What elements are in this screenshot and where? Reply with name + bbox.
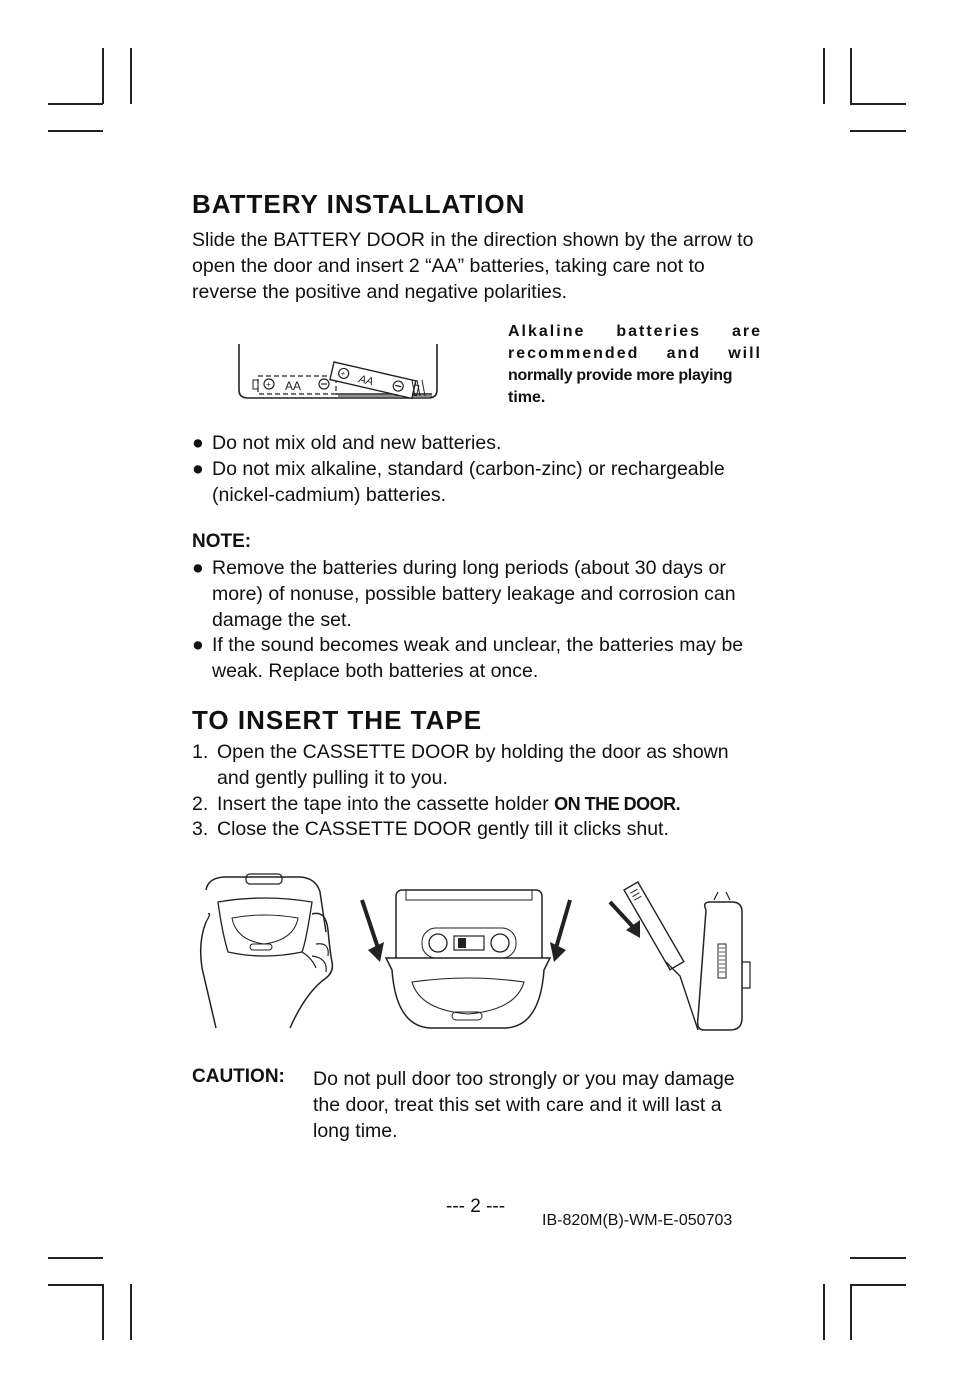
battery-installation-heading: BATTERY INSTALLATION [192, 189, 526, 219]
battery-compartment-illustration [232, 338, 444, 404]
caution-text: Do not pull door too strongly or you may damage the door, treat this set with care and it will last a long time. [313, 1068, 735, 1142]
battery-instructions: Slide the BATTERY DOOR in the direction shown by the arrow to open the door and insert 2 “AA” batteries, taking care not to reverse the positive and negative polarities. [192, 229, 754, 303]
close-door-illustration [606, 880, 758, 1040]
list-item: ● Remove the batteries during long periods (about 30 days or more) of nonuse, possible battery leakage and corrosion can damage the set. [192, 557, 736, 631]
list-item: 1. Open the CASSETTE DOOR by holding the door as shown and gently pulling it to you. [192, 741, 729, 789]
svg-text:+: + [266, 380, 271, 389]
list-item: ● If the sound becomes weak and unclear, the batteries may be weak. Replace both batteries at once. [192, 634, 744, 682]
list-item: ● Do not mix alkaline, standard (carbon-zinc) or rechargeable (nickel-cadmium) batteries. [192, 458, 725, 506]
bullet-icon: ● [192, 634, 204, 656]
list-item: ● Do not mix old and new batteries. [192, 432, 502, 454]
list-item: 3. Close the CASSETTE DOOR gently till it clicks shut. [192, 818, 669, 840]
page-number: --- 2 --- [446, 1196, 506, 1217]
note-label: NOTE: [192, 531, 252, 552]
document-code: IB-820M(B)-WM-E-050703 [542, 1212, 733, 1229]
caution-label: CAUTION: [192, 1066, 285, 1087]
hand-opening-door-illustration [194, 872, 336, 1030]
insert-tape-heading: TO INSERT THE TAPE [192, 705, 483, 735]
battery-label-aa-inserted: AA [357, 373, 375, 389]
alkaline-recommendation [508, 321, 762, 409]
alkaline-line-1: Alkaline batteries are [508, 323, 762, 340]
insert-tape-illustration [356, 886, 578, 1030]
bullet-icon: ● [192, 458, 204, 480]
bullet-icon: ● [192, 432, 204, 454]
alkaline-line-3: normally provide more playing [508, 367, 733, 384]
bullet-icon: ● [192, 557, 204, 579]
step-emphasis: ON THE DOOR. [554, 794, 681, 814]
battery-label-aa: AA [285, 379, 302, 393]
svg-text:+: + [339, 368, 347, 379]
alkaline-line-2: recommended and will [508, 345, 762, 362]
list-item: 2. Insert the tape into the cassette holder ON THE DOOR. [192, 793, 681, 815]
alkaline-line-4: time. [508, 389, 546, 406]
